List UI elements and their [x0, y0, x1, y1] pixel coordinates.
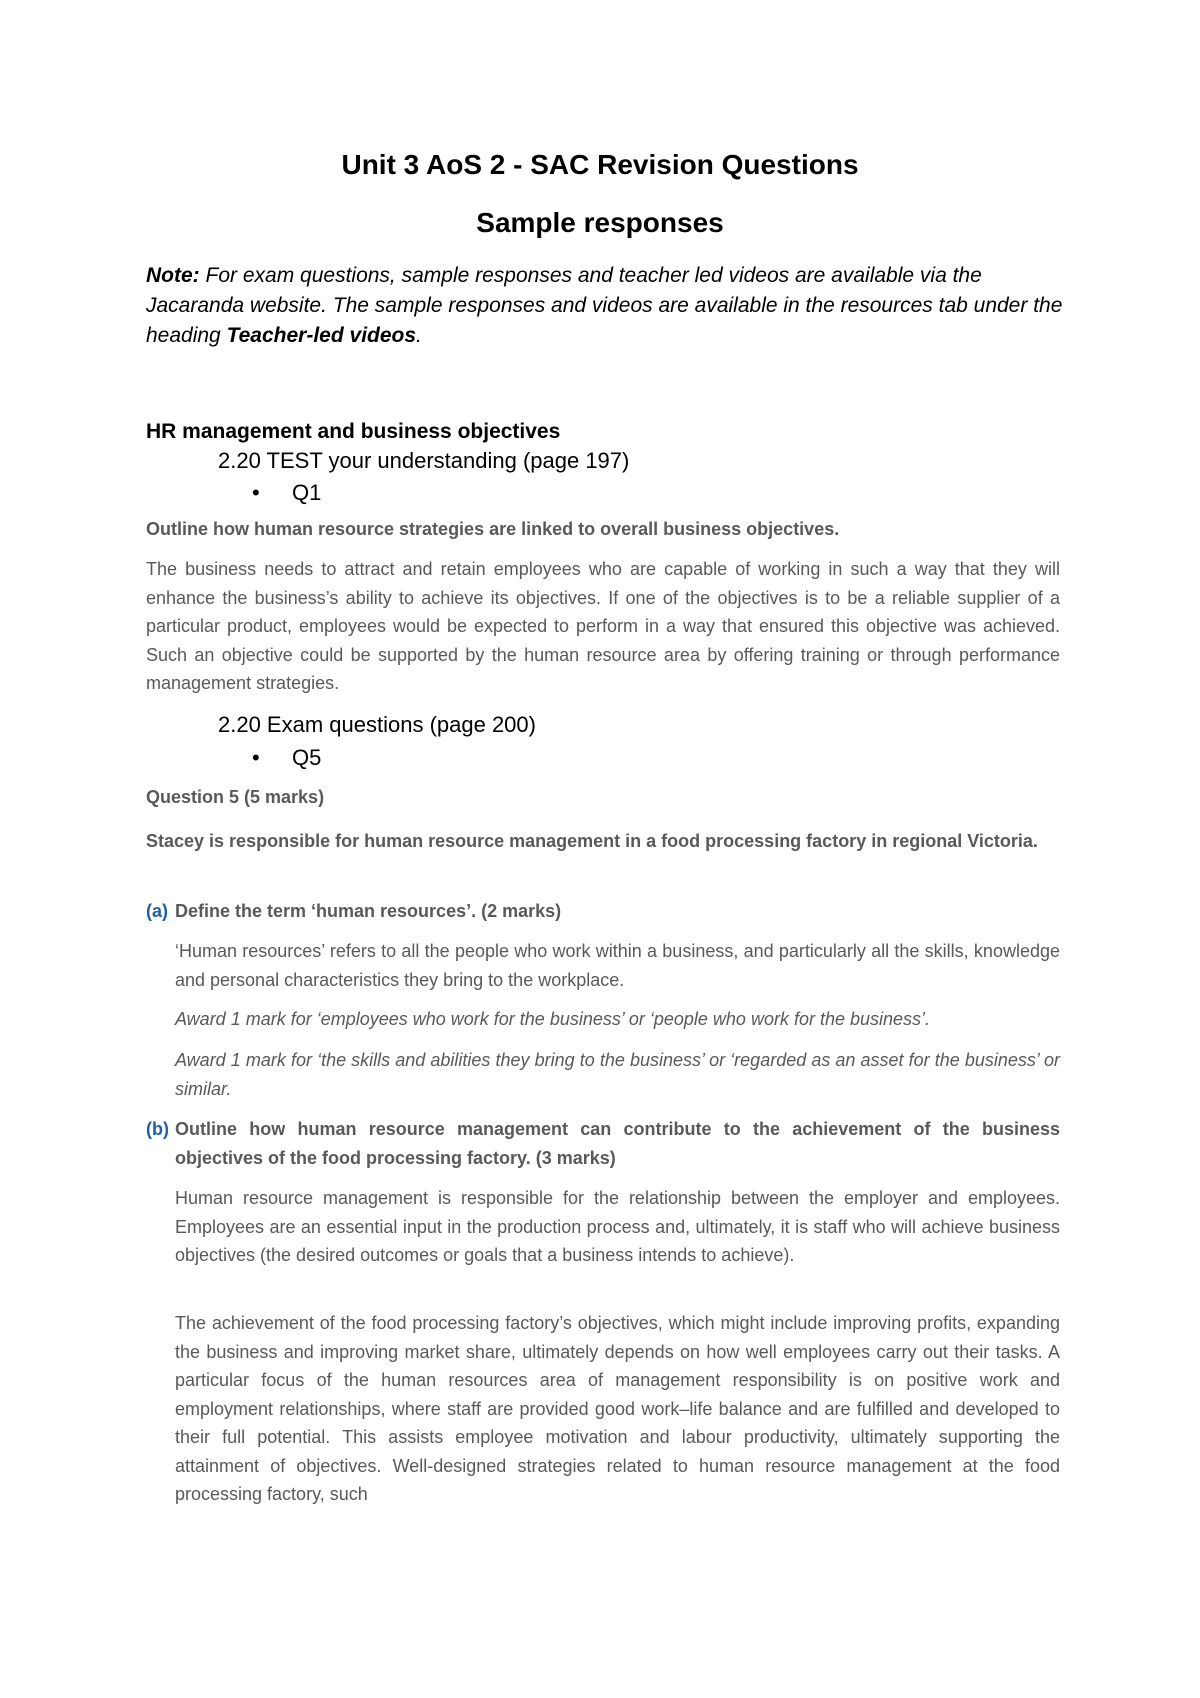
part-b-letter: (b) [146, 1119, 169, 1139]
test-heading: 2.20 TEST your understanding (page 197) [218, 448, 630, 473]
bullet-icon: • [252, 745, 260, 770]
part-b-answer-2: The achievement of the food processing factory’s objectives, which might include improving profits, expanding the business and improving market share, ultimately depends on how well employees carry out their tasks. A particular focus of the human resources area of management responsibility is on positive work and employment relationships, where staff are provided good work–life balance and are fulfilled and developed to their full potential. This assists employee motivation and labour productivity, ultimately supporting the attainment of objectives. Well-designed strategies related to human resource management at the food processing factory, such [175, 1313, 1060, 1504]
note-text-1: For exam questions, sample responses and teacher led videos are available via the Jacaranda website. The sample responses and videos are available in the resources tab under the heading [146, 264, 1063, 347]
document-title: Unit 3 AoS 2 - SAC Revision Questions [341, 149, 859, 180]
exam-heading: 2.20 Exam questions (page 200) [218, 712, 536, 737]
part-a-marking-1: Award 1 mark for ‘employees who work for the business’ or ‘people who work for the business’. [175, 1009, 931, 1029]
part-a-marking-2: Award 1 mark for ‘the skills and abilities they bring to the business’ or ‘regarded as an asset for the business’ or similar. [175, 1050, 1060, 1099]
document-subtitle: Sample responses [476, 207, 724, 238]
section-heading: HR management and business objectives [146, 420, 561, 443]
question-label: Question 5 (5 marks) [146, 787, 325, 807]
part-b-answer-1: Human resource management is responsible for the relationship between the employer and employees. Employees are an essential input in the production process and, ultimately, it is staff who will achieve business objectives (the desired outcomes or goals that a business intends to achieve). [175, 1188, 1060, 1265]
part-a-question [146, 897, 1060, 926]
part-a-answer: ‘Human resources’ refers to all the people who work within a business, and particularly all the skills, knowledge and personal characteristics they bring to the workplace. [175, 941, 1060, 990]
test-question: Outline how human resource strategies are linked to overall business objectives. [146, 519, 840, 539]
note-paragraph [146, 261, 1066, 351]
bullet-icon: • [252, 480, 260, 505]
note-strong-text: Teacher-led videos [226, 324, 417, 347]
note-label: Note: [146, 264, 200, 287]
test-answer: The business needs to attract and retain employees who are capable of working in such a way that they will enhance the business’s ability to achieve its objectives. If one of the objectives is to be a reliable supplier of a particular product, employees would be expected to perform in a way that ensured this objective was achieved. Such an objective could be supported by the human resource area by offering training or through performance management strategies. [146, 559, 1060, 693]
note-text-2: . [416, 324, 422, 347]
part-b-question [146, 1115, 1060, 1172]
part-b-question-text: Outline how human resource management can contribute to the achievement of the business objectives of the food processing factory. (3 marks) [175, 1119, 1060, 1168]
part-a-letter: (a) [146, 901, 168, 921]
question-stem: Stacey is responsible for human resource management in a food processing factory in regional Victoria. [146, 831, 1038, 851]
exam-bullet-label: Q5 [292, 745, 322, 770]
part-a-question-text: Define the term ‘human resources’. (2 marks) [175, 901, 562, 921]
test-bullet-label: Q1 [292, 480, 322, 505]
